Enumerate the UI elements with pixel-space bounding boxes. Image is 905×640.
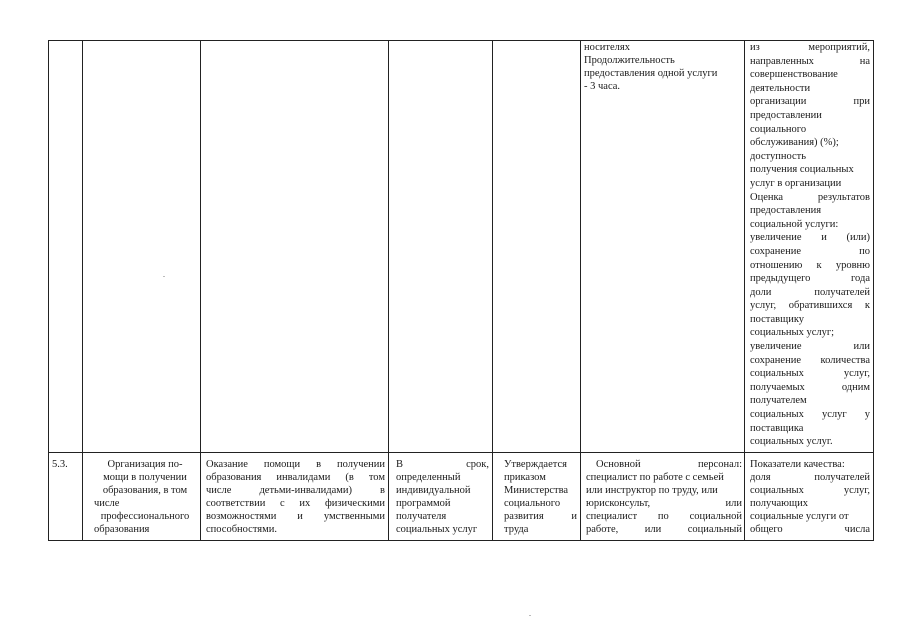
text-line: сохранение по — [750, 245, 870, 257]
service-rate-cell — [504, 458, 577, 537]
text-line: предоставлении — [750, 109, 822, 121]
column-border — [48, 40, 49, 541]
text-line: Основной персонал: — [596, 459, 742, 470]
text-line: доля получателей — [750, 472, 870, 484]
text-line: юрисконсульт, или — [586, 498, 742, 510]
text-line: образования инвалидами (в том — [206, 472, 385, 484]
text-line: Продолжительность — [584, 55, 675, 67]
table-bottom-border — [48, 540, 874, 541]
text-line: предоставления одной услуги — [584, 68, 718, 80]
text-line: услуг, обратившихся к — [750, 300, 870, 312]
text-line: социальные услуги от — [750, 511, 849, 523]
text-line: развития и — [504, 511, 577, 523]
text-line: увеличение или — [750, 341, 870, 353]
quality-indicators-cell — [750, 458, 870, 537]
service-conditions-cell — [586, 458, 742, 537]
text-line: обслуживания) (%); — [750, 137, 839, 149]
text-line: труда — [504, 524, 529, 536]
text-line: или инструктор по труду, или — [586, 485, 718, 497]
text-line: специалист по работе с семьей — [586, 472, 724, 484]
column-border — [744, 40, 745, 541]
text-line: социальных услуг. — [750, 436, 833, 448]
text-line: направленных на — [750, 55, 870, 67]
column-border — [388, 40, 389, 541]
text-line: Утверждается — [504, 459, 567, 470]
text-line: - 3 часа. — [584, 81, 621, 93]
text-line: доли получателей — [750, 286, 870, 298]
column-border — [492, 40, 493, 541]
text-line: социальных услуг, — [750, 485, 870, 497]
text-line: социальных услуг; — [750, 327, 835, 339]
text-line: увеличение и (или) — [750, 232, 870, 244]
text-line: социальной услуги: — [750, 218, 839, 230]
text-line: отношению к уровню — [750, 259, 870, 271]
text-line: услуг в организации — [750, 177, 842, 189]
text-line: мощи в получении — [103, 472, 187, 484]
text-line: носителях — [584, 42, 630, 53]
text-line: социального — [750, 123, 807, 135]
text-line: организации при — [750, 96, 870, 108]
text-line: сохранение количества — [750, 354, 870, 366]
text-line: социальных услуг — [396, 524, 478, 536]
text-line: работе, или социальный — [586, 524, 742, 536]
row-number-cell — [52, 458, 80, 471]
text-line: доступность — [750, 150, 807, 162]
text-line: совершенствование — [750, 69, 838, 81]
text-line: социального — [504, 498, 561, 510]
scan-speck — [163, 276, 165, 277]
text-line: Организация по- — [107, 459, 183, 470]
column-border — [580, 40, 581, 541]
text-line: Оценка результатов — [750, 191, 870, 203]
text-line: профессионального — [100, 511, 190, 523]
text-line: получателем — [750, 395, 807, 407]
text-line: В срок, — [396, 459, 489, 470]
column-border — [873, 40, 874, 541]
text-line: социальных услуг у — [750, 409, 870, 421]
text-line: из мероприятий, — [750, 42, 870, 53]
text-line: образования, в том — [102, 485, 188, 497]
row-number: 5.3. — [52, 459, 68, 470]
text-line: приказом — [504, 472, 546, 484]
text-line: получающих — [750, 498, 808, 510]
text-line: предоставления — [750, 205, 822, 217]
text-line: определенный — [396, 472, 461, 484]
text-line: предыдущего года — [750, 273, 870, 285]
service-term-cell — [396, 458, 489, 537]
text-line: Министерства — [504, 485, 569, 497]
column-border — [82, 40, 83, 541]
text-line: деятельности — [750, 82, 811, 94]
text-line: социальных услуг, — [750, 368, 870, 380]
text-line: числе детьми-инвалидами) в — [206, 485, 385, 497]
text-line: соответствии с их физическими — [206, 498, 385, 510]
text-line: получателя — [396, 511, 447, 523]
text-line: поставщику — [750, 313, 805, 325]
text-line: программой — [396, 498, 451, 510]
indicators-cell-continued — [750, 41, 870, 449]
text-line: Показатели качества: — [750, 459, 845, 470]
text-line: Оказание помощи в получении — [206, 459, 385, 470]
scan-speck — [529, 615, 531, 616]
text-line: поставщика — [750, 422, 804, 434]
text-line: возможностями и умственными — [206, 511, 385, 523]
text-line: получения социальных — [750, 164, 854, 176]
text-line: образования — [94, 524, 150, 536]
service-description-cell — [206, 458, 385, 537]
text-line: числе — [94, 498, 120, 510]
text-line: способностями. — [206, 524, 278, 536]
row-divider — [48, 452, 874, 453]
text-line: общего числа — [750, 524, 870, 536]
text-line: специалист по социальной — [586, 511, 742, 523]
service-name-cell — [92, 458, 198, 537]
text-line: получаемых одним — [750, 381, 870, 393]
column-border — [200, 40, 201, 541]
conditions-cell-continued — [584, 41, 740, 93]
text-line: индивидуальной — [396, 485, 471, 497]
